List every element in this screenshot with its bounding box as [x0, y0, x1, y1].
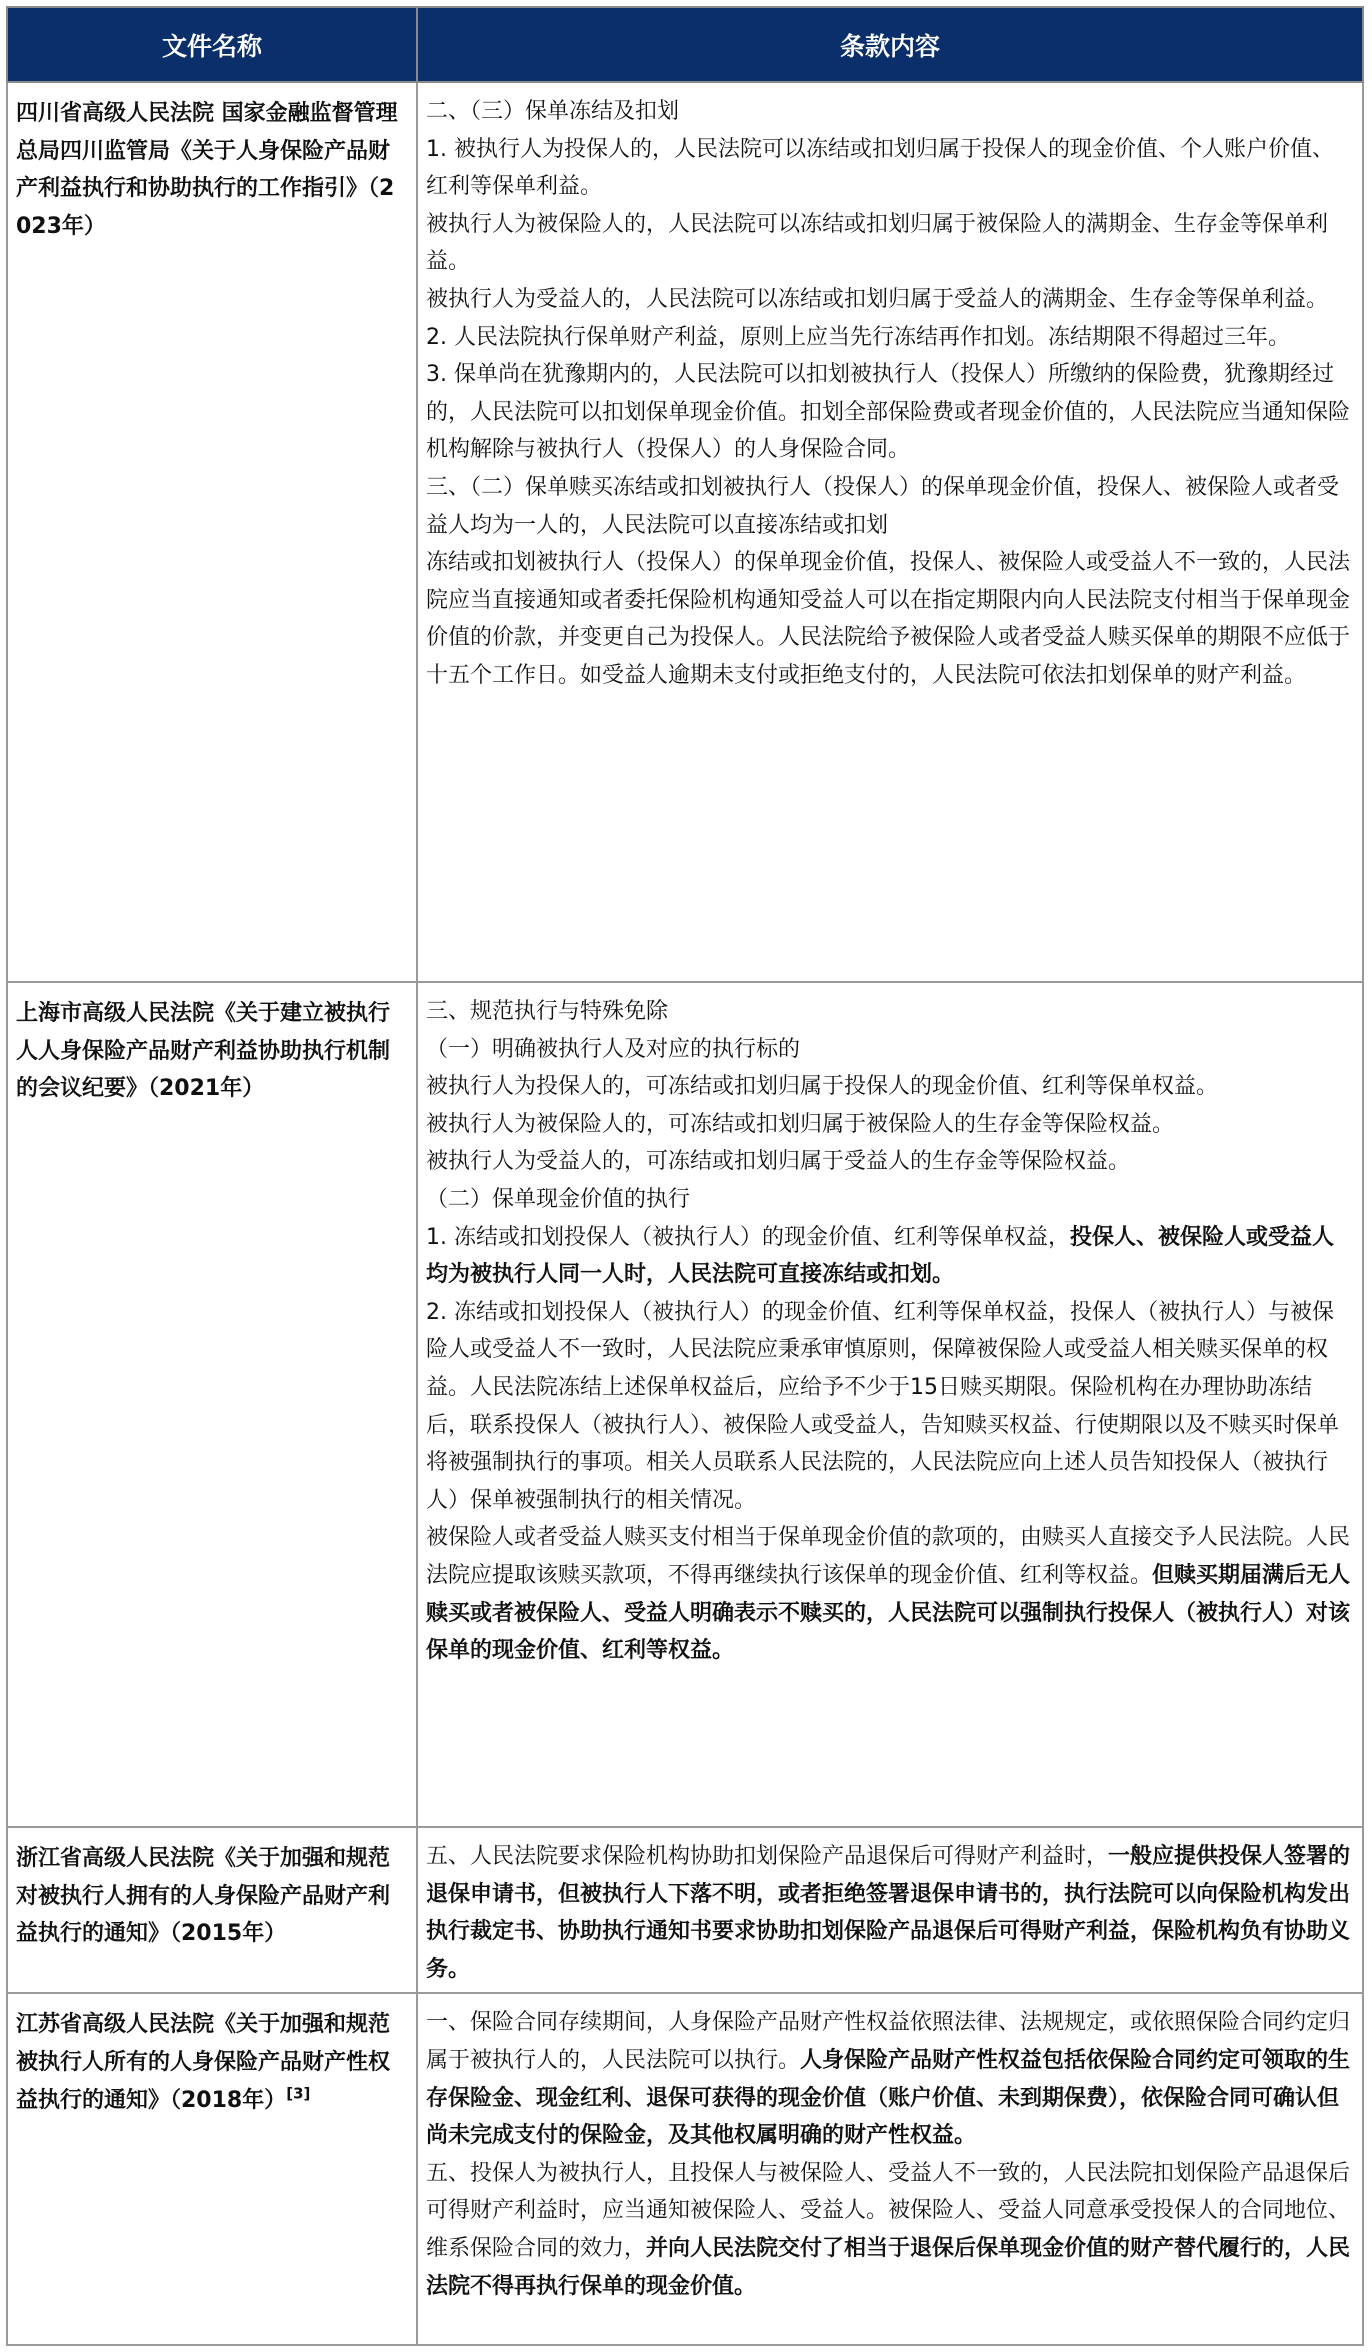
- clause-text: 2. 人民法院执行保单财产利益，原则上应当先行冻结再作扣划。冻结期限不得超过三年。: [426, 324, 1290, 350]
- clause-paragraph: [426, 544, 1354, 694]
- clause-paragraph: [426, 2004, 1354, 2154]
- clause-paragraph: [426, 1143, 1354, 1181]
- table-header-row: [7, 7, 1363, 82]
- clause-paragraph: [426, 469, 1354, 544]
- clause-paragraph: [426, 93, 1354, 131]
- clause-text: 被执行人为受益人的，可冻结或扣划归属于受益人的生存金等保险权益。: [426, 1149, 1131, 1175]
- document-name: 浙江省高级人民法院《关于加强和规范对被执行人拥有的人身保险产品财产利益执行的通知》（2015年）: [16, 1846, 391, 1947]
- clause-text: 被执行人为被保险人的，可冻结或扣划归属于被保险人的生存金等保险权益。: [426, 1111, 1175, 1137]
- clause-text: 五、投保人为被执行人，且投保人与被保险人、受益人不一致的，人民法院扣划保险产品退保后可得财产利益时，应当通知被保险人、受益人。被保险人、受益人同意承受投保人的合同地位、维系保险合同的效力，: [426, 2160, 1351, 2261]
- document-name: 四川省高级人民法院 国家金融监督管理总局四川监管局《关于人身保险产品财产利益执行和协助执行的工作指引》（2023年）: [16, 101, 398, 239]
- clause-text: 二、（三）保单冻结及扣划: [426, 99, 680, 124]
- clause-text: 一、保险合同存续期间，人身保险产品财产性权益依照法律、法规规定，或依照保险合同约定归属于被执行人的，人民法院可以执行。: [426, 2010, 1351, 2073]
- clause-text-bold: 并向人民法院交付了相当于退保后保单现金价值的财产替代履行的，人民法院不得再执行保单的现金价值。: [426, 2235, 1351, 2299]
- clause-text: 1. 被执行人为投保人的，人民法院可以冻结或扣划归属于投保人的现金价值、个人账户价值、红利等保单利益。: [426, 136, 1334, 200]
- header-clause-content: 条款内容: [417, 7, 1363, 82]
- clause-text: 2. 冻结或扣划投保人（被执行人）的现金价值、红利等保单权益，投保人（被执行人）与被保险人或受益人不一致时，人民法院应秉承审慎原则，保障被保险人或受益人相关赎买保单的权益。人民法院冻结上述保单权益后，应给予不少于15日赎买期限。保险机构在办理协助冻结后，联系投保人（被执行人）、被保险人或受益人，告知赎买权益、行使期限以及不赎买时保单将被强制执行的事项。相关人员联系人民法院的，人民法院应向上述人员告知投保人（被执行人）保单被强制执行的相关情况。: [426, 1299, 1340, 1513]
- clause-text: 五、人民法院要求保险机构协助扣划保险产品退保后可得财产利益时，: [426, 1844, 1109, 1869]
- clause-text: 冻结或扣划被执行人（投保人）的保单现金价值，投保人、被保险人或受益人不一致的，人民法院应当直接通知或者委托保险机构通知受益人可以在指定期限内向人民法院支付相当于保单现金价值的价款，并变更自己为投保人。人民法院给予被保险人或者受益人赎买保单的期限不应低于十五个工作日。如受益人逾期未支付或拒绝支付的，人民法院可依法扣划保单的财产利益。: [426, 550, 1351, 688]
- clause-content-cell: [417, 982, 1363, 1827]
- table-row: [7, 1993, 1363, 2345]
- document-name-cell: [7, 1993, 417, 2345]
- clause-text: （一）明确被执行人及对应的执行标的: [426, 1036, 801, 1062]
- clause-content-cell: [417, 1993, 1363, 2345]
- clause-text: 被执行人为受益人的，人民法院可以冻结或扣划归属于受益人的满期金、生存金等保单利益。: [426, 286, 1329, 312]
- clause-paragraph: [426, 1294, 1354, 1520]
- document-name: 上海市高级人民法院《关于建立被执行人人身保险产品财产利益协助执行机制的会议纪要》（2021年）: [16, 1001, 391, 1102]
- clause-text: 三、规范执行与特殊免除: [426, 999, 669, 1024]
- clause-paragraph: [426, 1519, 1354, 1669]
- clause-paragraph: [426, 1031, 1354, 1069]
- clause-content-cell: [417, 1827, 1363, 1993]
- clause-paragraph: [426, 1068, 1354, 1106]
- clause-text: 3. 保单尚在犹豫期内的，人民法院可以扣划被执行人（投保人）所缴纳的保险费，犹豫期经过的，人民法院可以扣划保单现金价值。扣划全部保险费或者现金价值的，人民法院应当通知保险机构解除与被执行人（投保人）的人身保险合同。: [426, 362, 1351, 463]
- document-name-cell: [7, 82, 417, 982]
- clause-paragraph: [426, 356, 1354, 469]
- citation-reference[interactable]: [3]: [286, 2084, 311, 2103]
- clause-text: 被执行人为投保人的，可冻结或扣划归属于投保人的现金价值、红利等保单权益。: [426, 1074, 1219, 1100]
- table-row: [7, 1827, 1363, 1993]
- clause-text: 三、（二）保单赎买冻结或扣划被执行人（投保人）的保单现金价值，投保人、被保险人或者受益人均为一人的，人民法院可以直接冻结或扣划: [426, 474, 1340, 538]
- clause-paragraph: [426, 319, 1354, 357]
- clause-text-bold: 投保人、被保险人或受益人均为被执行人同一人时，人民法院可直接冻结或扣划。: [426, 1224, 1335, 1288]
- clause-paragraph: [426, 2155, 1354, 2305]
- clause-paragraph: [426, 281, 1354, 319]
- clause-content-cell: [417, 82, 1363, 982]
- clause-paragraph: [426, 1838, 1354, 1988]
- clause-text-bold: 但赎买期届满后无人赎买或者被保险人、受益人明确表示不赎买的，人民法院可以强制执行投保人（被执行人）对该保单的现金价值、红利等权益。: [426, 1562, 1351, 1664]
- clause-paragraph: [426, 1219, 1354, 1294]
- clause-text: （二）保单现金价值的执行: [426, 1186, 691, 1212]
- table-body: [7, 82, 1363, 2345]
- clause-paragraph: [426, 1106, 1354, 1144]
- clause-text-bold: 人身保险产品财产性权益包括依保险合同约定可领取的生存保险金、现金红利、退保可获得的现金价值（账户价值、未到期保费），依保险合同可确认但尚未完成支付的保险金，及其他权属明确的财产性权益。: [426, 2047, 1351, 2149]
- clause-text: 被保险人或者受益人赎买支付相当于保单现金价值的款项的，由赎买人直接交予人民法院。人民法院应提取该赎买款项，不得再继续执行该保单的现金价值、红利等权益。: [426, 1525, 1351, 1588]
- clause-text: 被执行人为被保险人的，人民法院可以冻结或扣划归属于被保险人的满期金、生存金等保单利益。: [426, 211, 1329, 275]
- document-name: 江苏省高级人民法院《关于加强和规范被执行人所有的人身保险产品财产性权益执行的通知》（2018年）: [16, 2012, 391, 2113]
- clause-paragraph: [426, 206, 1354, 281]
- clause-paragraph: [426, 1181, 1354, 1219]
- document-name-cell: [7, 1827, 417, 1993]
- table-row: [7, 82, 1363, 982]
- regulation-table: [6, 6, 1364, 2346]
- clause-text-bold: 一般应提供投保人签署的退保申请书，但被执行人下落不明，或者拒绝签署退保申请书的，执行法院可以向保险机构发出执行裁定书、协助执行通知书要求协助扣划保险产品退保后可得财产利益，保险机构负有协助义务。: [426, 1844, 1351, 1982]
- clause-text: 1. 冻结或扣划投保人（被执行人）的现金价值、红利等保单权益，: [426, 1224, 1070, 1250]
- clause-paragraph: [426, 131, 1354, 206]
- clause-paragraph: [426, 993, 1354, 1031]
- document-name-cell: [7, 982, 417, 1827]
- header-file-name: 文件名称: [7, 7, 417, 82]
- table-row: [7, 982, 1363, 1827]
